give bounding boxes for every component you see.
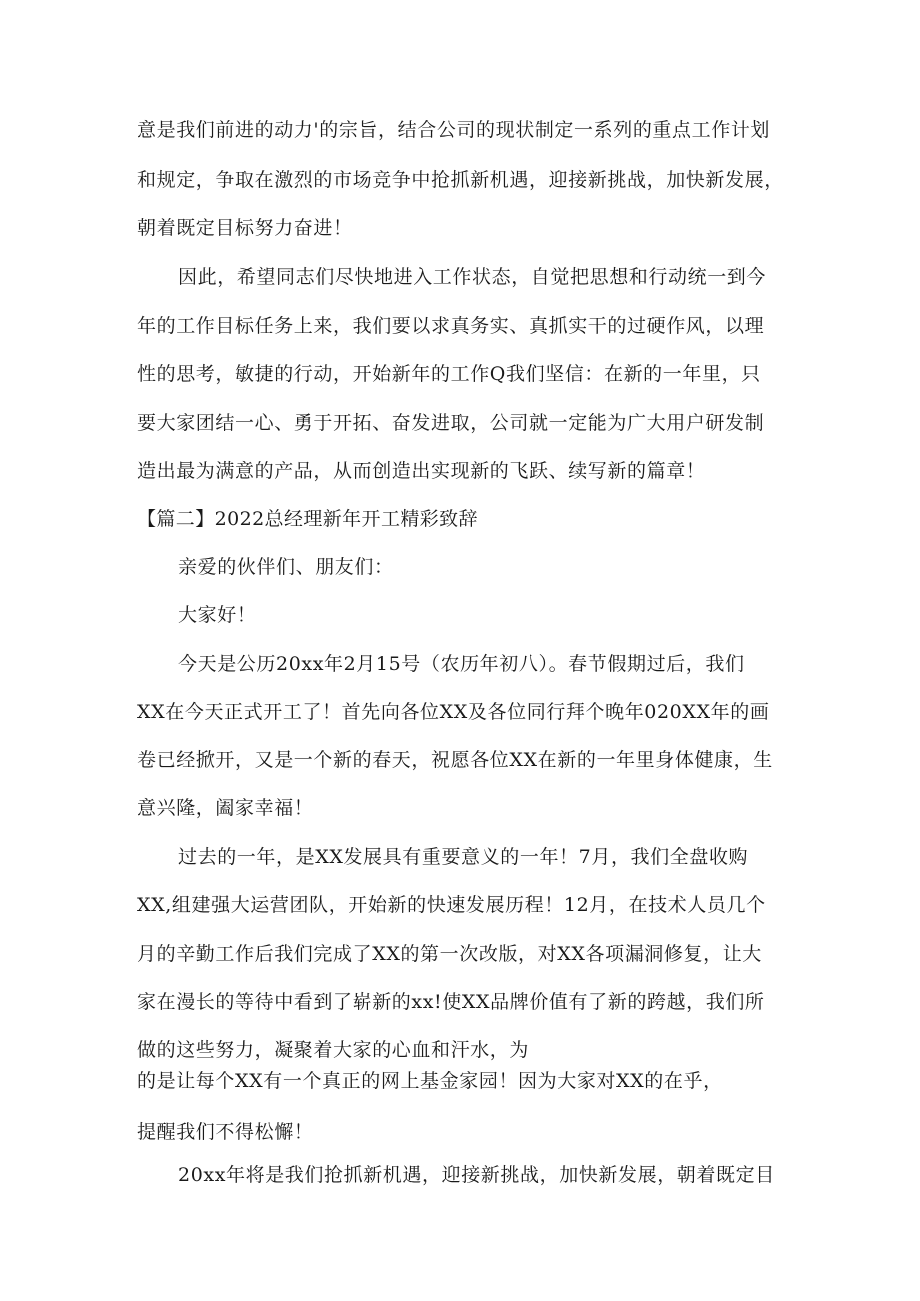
paragraph-line: XX,组建强大运营团队，开始新的快速发展历程！12月，在技术人员几个: [137, 894, 766, 916]
paragraph-line: 要大家团结一心、勇于开拓、奋发进取，公司就一定能为广大用户研发制: [137, 412, 765, 434]
salutation: 亲爱的伙伴们、朋友们：: [178, 556, 394, 578]
paragraph-line: 性的思考，敏捷的行动，开始新年的工作Q我们坚信：在新的一年里，只: [137, 363, 761, 385]
paragraph-line: 意兴隆，阖家幸福！: [137, 797, 314, 819]
paragraph-line: 朝着既定目标努力奋进！: [137, 217, 353, 239]
paragraph-line: 过去的一年，是XX发展具有重要意义的一年！7月，我们全盘收购: [178, 846, 749, 868]
paragraph-line: 卷已经掀开，又是一个新的春天，祝愿各位XX在新的一年里身体健康，生: [137, 749, 773, 771]
paragraph-line: 和规定，争取在激烈的市场竞争中抢抓新机遇，迎接新挑战，加快新发展，: [137, 169, 784, 191]
greeting: 大家好！: [178, 604, 257, 626]
paragraph-line: 家在漫长的等待中看到了崭新的xx!使XX品牌价值有了新的跨越，我们所: [137, 991, 765, 1013]
paragraph-line: 造出最为满意的产品，从而创造出实现新的飞跃、续写新的篇章！: [137, 460, 706, 482]
paragraph-line: 的是让每个XX有一个真正的网上基金家园！因为大家对XX的在乎，: [137, 1070, 723, 1092]
paragraph-line: XX在今天正式开工了！首先向各位XX及各位同行拜个晚年020XX年的画: [137, 701, 770, 723]
paragraph-line: 提醒我们不得松懈！: [137, 1121, 314, 1143]
section-heading: 【篇二】2022总经理新年开工精彩致辞: [137, 508, 478, 530]
paragraph-line: 因此，希望同志们尽快地进入工作状态，自觉把思想和行动统一到今: [178, 266, 767, 288]
paragraph-line: 做的这些努力，凝聚着大家的心血和汗水，为: [137, 1039, 530, 1061]
paragraph-line: 20xx年将是我们抢抓新机遇，迎接新挑战，加快新发展，朝着既定目: [178, 1164, 775, 1186]
paragraph-line: 年的工作目标任务上来，我们要以求真务实、真抓实干的过硬作风，以理: [137, 315, 765, 337]
paragraph-line: 月的辛勤工作后我们完成了XX的第一次改版，对XX各项漏洞修复，让大: [137, 943, 762, 965]
paragraph-line: 今天是公历20xx年2月15号（农历年初八）。春节假期过后，我们: [178, 653, 745, 675]
paragraph-line: 意是我们前进的动力'的宗旨，结合公司的现状制定一系列的重点工作计划: [137, 119, 771, 141]
